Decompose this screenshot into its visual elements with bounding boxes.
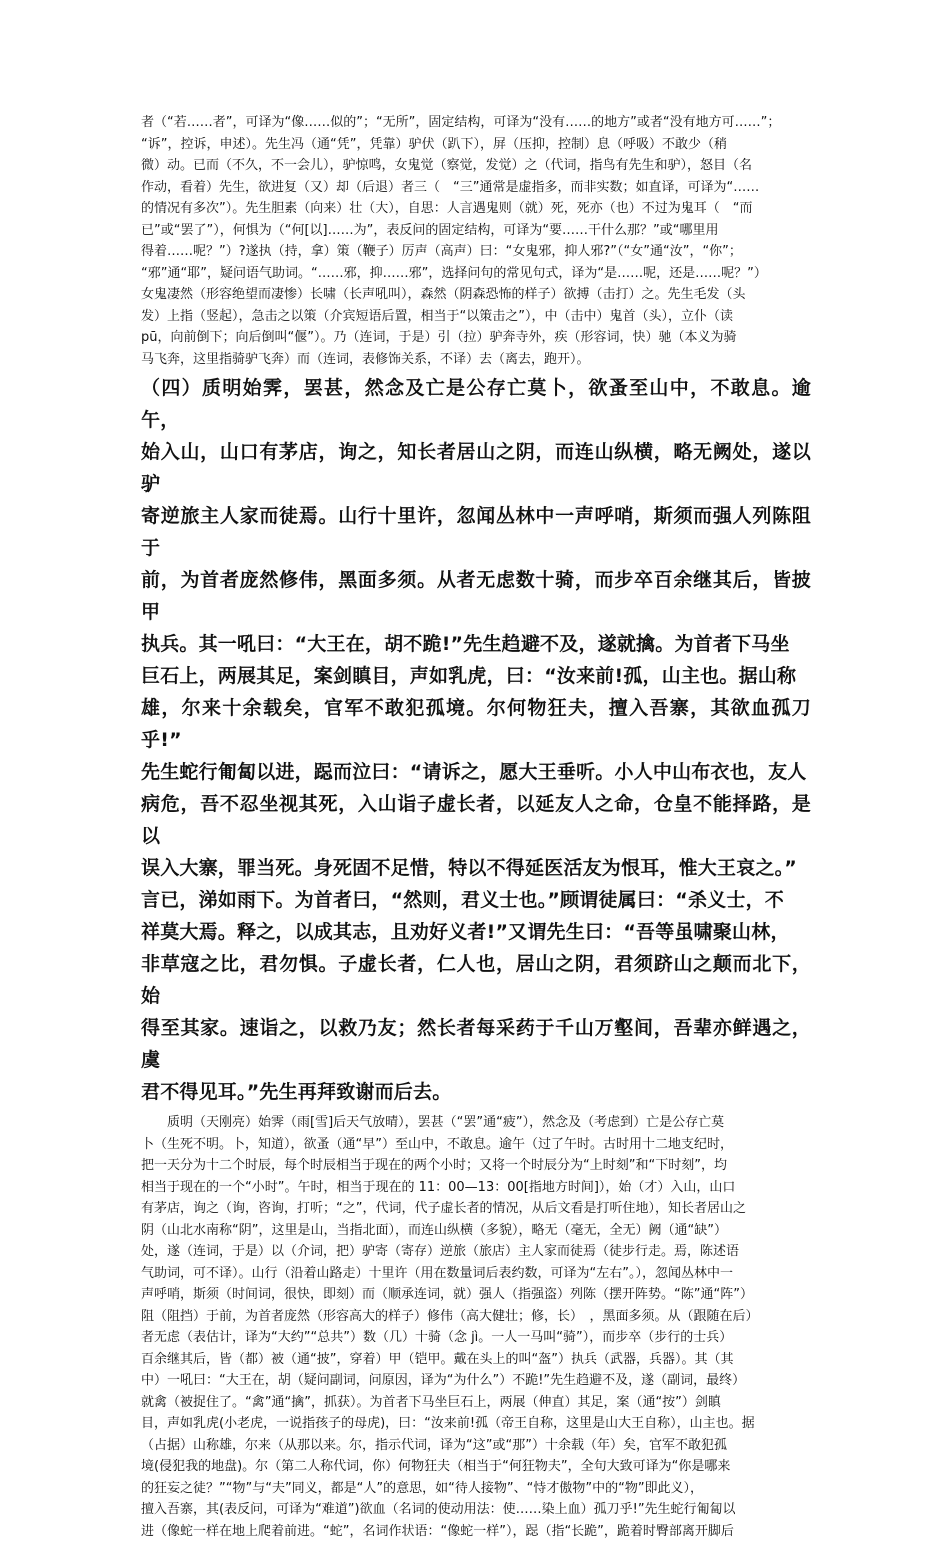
- text-line: 声呼哨，斯须（时间词，很快，即刻）而（顺承连词，就）强人（指强盗）列陈（摆开阵势。“陈”通“阵”）: [141, 1284, 811, 1306]
- text-line: 的情况有多次”）。先生胆素（向来）壮（大），自思：人言遇鬼则（就）死，死亦（也）不过为鬼耳（ “而: [141, 198, 811, 220]
- document-page: [141, 112, 811, 1312]
- text-line: 者（“若……者”，可译为“像……似的”；“无所”，固定结构，可译为“没有……的地方”或者“没有地方可……”；: [141, 112, 811, 134]
- passage-line: 前，为首者庞然修伟，黑面多须。从者无虑数十骑，而步卒百余继其后，皆披甲: [141, 564, 811, 628]
- passage-line: 始入山，山口有茅店，询之，知长者居山之阴，而连山纵横，略无阙处，遂以驴: [141, 436, 811, 500]
- annotation-block-a: [141, 112, 811, 370]
- text-line: 境(侵犯我的地盘)。尔（第二人称代词，你）何物狂夫（相当于“何狂物夫”，全句大致可译为“你是哪来: [141, 1456, 811, 1478]
- text-line: 得着……呢？”）?遂执（持，拿）策（鞭子）厉声（高声）曰：“女鬼邪，抑人邪?”（“女”通“汝”，“你”；: [141, 241, 811, 263]
- text-line: 擅入吾寨，其(表反问，可译为“难道”)欲血（名词的使动用法：使……染上血）孤刀乎!”先生蛇行匍匐以: [141, 1499, 811, 1521]
- classical-text-passage-4: [141, 372, 811, 1108]
- passage-line: 寄逆旅主人家而徒焉。山行十里许，忽闻丛林中一声呼哨，斯须而强人列陈阻于: [141, 500, 811, 564]
- passage-line: 得至其家。速诣之，以救乃友；然长者每采药于千山万壑间，吾辈亦鲜遇之，虞: [141, 1012, 811, 1076]
- text-line: 进（像蛇一样在地上爬着前进。“蛇”，名词作状语：“像蛇一样”），跽（指“长跪”，跪着时臀部离开脚后: [141, 1521, 811, 1542]
- passage-line: 巨石上，两展其足，案剑瞋目，声如乳虎，曰：“汝来前!孤，山主也。据山称: [141, 660, 811, 692]
- annotation-block-b: [141, 1112, 811, 1542]
- passage-line: 非草寇之比，君勿惧。子虚长者，仁人也，居山之阴，君须跻山之颠而北下，始: [141, 948, 811, 1012]
- text-line: 者无虑（表估计，译为“大约”“总共”）数（几）十骑（念 jì。一人一马叫“骑”），而步卒（步行的士兵）: [141, 1327, 811, 1349]
- text-line: 女鬼凄然（形容绝望而凄惨）长啸（长声吼叫），森然（阴森恐怖的样子）欲搏（击打）之。先生毛发（头: [141, 284, 811, 306]
- text-line: pū，向前倒下；向后倒叫“偃”）。乃（连词，于是）引（拉）驴奔寺外，疾（形容词，快）驰（本义为骑: [141, 327, 811, 349]
- passage-line: （四）质明始霁，罢甚，然念及亡是公存亡莫卜，欲蚤至山中，不敢息。逾午，: [141, 372, 811, 436]
- text-line: 卜（生死不明。卜，知道），欲蚤（通“早”）至山中，不敢息。逾午（过了午时。古时用十二地支纪时，: [141, 1134, 811, 1156]
- text-line: 处，遂（连词，于是）以（介词，把）驴寄（寄存）逆旅（旅店）主人家而徒焉（徒步行走。焉，陈述语: [141, 1241, 811, 1263]
- text-line: 目，声如乳虎(小老虎，一说指孩子的母虎)，曰：“汝来前!孤（帝王自称，这里是山大王自称），山主也。据: [141, 1413, 811, 1435]
- text-line: 微）动。已而（不久，不一会儿），驴惊鸣，女鬼觉（察觉，发觉）之（代词，指鸟有先生和驴），怒目（名: [141, 155, 811, 177]
- text-line: 已”或“罢了”），何惧为（“何[以]……为”，表反问的固定结构，可译为“要……干什么那？”或“哪里用: [141, 220, 811, 242]
- text-line: 把一天分为十二个时辰，每个时辰相当于现在的两个小时；又将一个时辰分为“上时刻”和“下时刻”，均: [141, 1155, 811, 1177]
- text-line: 百余继其后，皆（都）被（通“披”，穿着）甲（铠甲。戴在头上的叫“盔”）执兵（武器，兵器）。其（其: [141, 1349, 811, 1371]
- passage-line: 祥莫大焉。释之，以成其志，且劝好义者!”又谓先生曰：“吾等虽啸聚山林，: [141, 916, 811, 948]
- text-line: “诉”，控诉，申述）。先生冯（通“凭”，凭靠）驴伏（趴下），屏（压抑，控制）息（呼吸）不敢少（稍: [141, 134, 811, 156]
- text-line: 有茅店，询之（询，咨询，打听；“之”，代词，代子虚长者的情况，从后文看是打听住地），知长者居山之: [141, 1198, 811, 1220]
- passage-line: 雄，尔来十余载矣，官军不敢犯孤境。尔何物狂夫，擅入吾寨，其欲血孤刀乎!”: [141, 692, 811, 756]
- passage-line: 先生蛇行匍匐以进，跽而泣曰：“请诉之，愿大王垂听。小人中山布衣也，友人: [141, 756, 811, 788]
- text-line: （占据）山称雄，尔来（从那以来。尔，指示代词，译为“这”或“那”）十余载（年）矣，官军不敢犯孤: [141, 1435, 811, 1457]
- text-line: 就禽（被捉住了。“禽”通“擒”，抓获）。为首者下马坐巨石上，两展（伸直）其足，案（通“按”）剑瞋: [141, 1392, 811, 1414]
- text-line: 中）一吼曰：“大王在，胡（疑问副词，问原因，译为“为什么”）不跪!”先生趋避不及，遂（副词，最终）: [141, 1370, 811, 1392]
- passage-line: 言已，涕如雨下。为首者曰，“然则，君义士也。”顾谓徒属曰：“杀义士，不: [141, 884, 811, 916]
- text-line: “邪”通“耶”，疑问语气助词。“……邪，抑……邪”，选择问句的常见句式，译为“是……呢，还是……呢？”）: [141, 263, 811, 285]
- text-line: 发）上指（竖起），急击之以策（介宾短语后置，相当于“以策击之”），中（击中）鬼首（头），立仆（读: [141, 306, 811, 328]
- passage-line: 病危，吾不忍坐视其死，入山诣子虚长者，以延友人之命，仓皇不能择路，是以: [141, 788, 811, 852]
- text-line: 的狂妄之徒？”“物”与“夫”同义，都是“人”的意思，如“待人接物”、“恃才傲物”中的“物”即此义），: [141, 1478, 811, 1500]
- text-line: 马飞奔，这里指骑驴飞奔）而（连词，表修饰关系，不译）去（离去，跑开）。: [141, 349, 811, 371]
- passage-line: 执兵。其一吼曰：“大王在，胡不跪!”先生趋避不及，遂就擒。为首者下马坐: [141, 628, 811, 660]
- passage-line: 君不得见耳。”先生再拜致谢而后去。: [141, 1076, 811, 1108]
- text-line: 质明（天刚亮）始霁（雨[雪]后天气放晴），罢甚（“罢”通“疲”），然念及（考虑到）亡是公存亡莫: [141, 1112, 811, 1134]
- text-line: 气助词，可不译）。山行（沿着山路走）十里许（用在数量词后表约数，可译为“左右”。），忽闻丛林中一: [141, 1263, 811, 1285]
- passage-line: 误入大寨，罪当死。身死固不足惜，特以不得延医活友为恨耳，惟大王哀之。”: [141, 852, 811, 884]
- text-line: 相当于现在的一个“小时”。午时，相当于现在的 11：00—13：00[指地方时间]），始（才）入山，山口: [141, 1177, 811, 1199]
- text-line: 阻（阻挡）于前，为首者庞然（形容高大的样子）修伟（高大健壮；修，长） ，黑面多须。从（跟随在后）: [141, 1306, 811, 1328]
- text-line: 阴（山北水南称“阴”，这里是山，当指北面），而连山纵横（多貌），略无（毫无，全无）阙（通“缺”）: [141, 1220, 811, 1242]
- text-line: 作动，看着）先生，欲进复（又）却（后退）者三（ “三”通常是虚指多，而非实数；如直译，可译为“……: [141, 177, 811, 199]
